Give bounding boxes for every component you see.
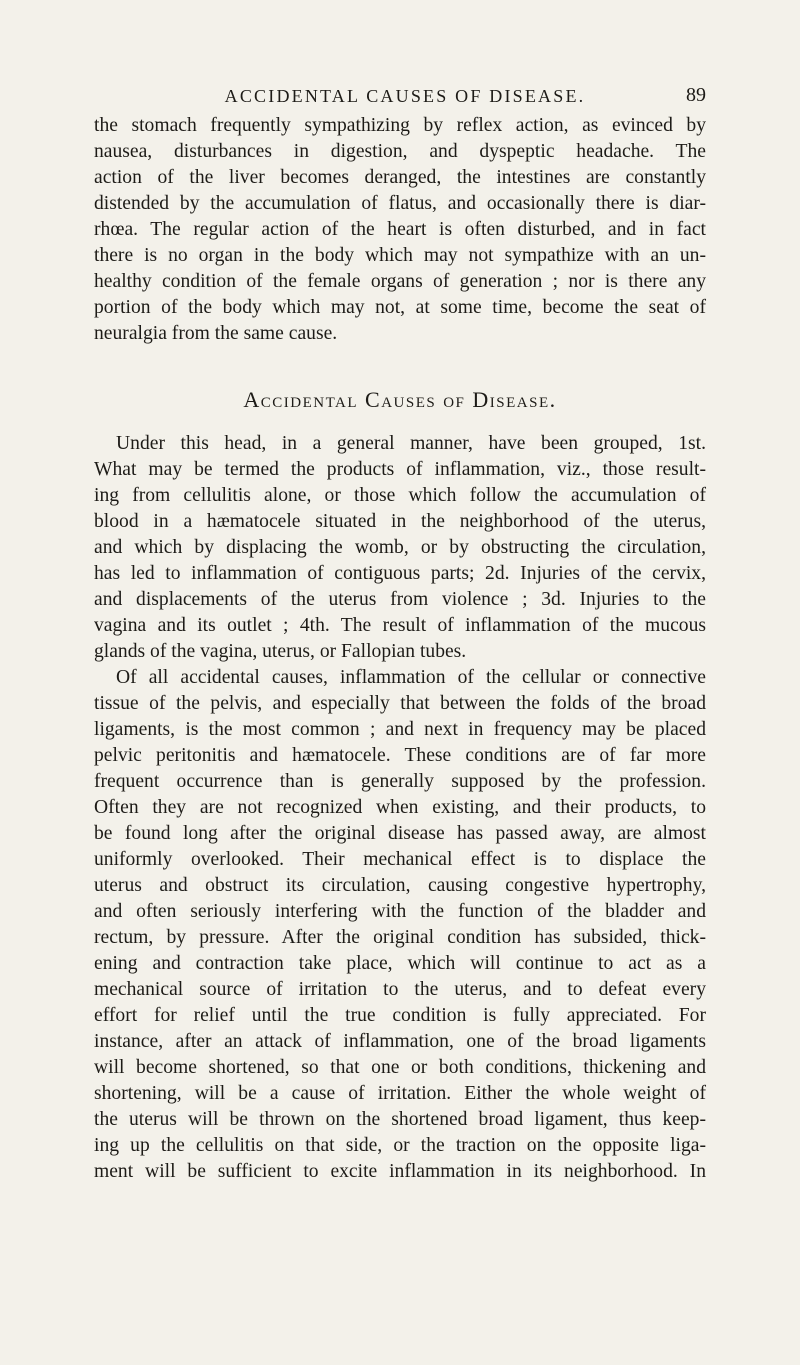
text-line: shortening, will be a cause of irritation. Either the whole weight of (94, 1083, 706, 1104)
text-line: ing up the cellulitis on that side, or the traction on the opposite liga- (94, 1135, 706, 1156)
text-line: neuralgia from the same cause. (94, 323, 338, 344)
text-line: What may be termed the products of inflammation, viz., those result- (94, 459, 706, 480)
text-line: distended by the accumulation of flatus, and occasionally there is diar- (94, 193, 706, 214)
text-line: will become shortened, so that one or both conditions, thickening and (94, 1057, 706, 1078)
text-line: instance, after an attack of inflammation, one of the broad ligaments (94, 1031, 706, 1052)
text-line: Of all accidental causes, inflammation of the cellular or connective (116, 667, 706, 688)
text-line: there is no organ in the body which may not sympathize with an un- (94, 245, 706, 266)
text-line: rectum, by pressure. After the original condition has subsided, thick- (94, 927, 706, 948)
text-line: blood in a hæmatocele situated in the neighborhood of the uterus, (94, 511, 706, 532)
text-line: mechanical source of irritation to the uterus, and to defeat every (94, 979, 706, 1000)
text-line: the stomach frequently sympathizing by reflex action, as evinced by (94, 115, 706, 136)
text-line: be found long after the original disease has passed away, are almost (94, 823, 706, 844)
text-line: and often seriously interfering with the function of the bladder and (94, 901, 706, 922)
text-line: vagina and its outlet ; 4th. The result of inflammation of the mucous (94, 615, 706, 636)
text-line: effort for relief until the true condition is fully appreciated. For (94, 1005, 706, 1026)
text-line: ligaments, is the most common ; and next in frequency may be placed (94, 719, 706, 740)
text-line: uterus and obstruct its circulation, causing congestive hypertrophy, (94, 875, 706, 896)
text-line: ing from cellulitis alone, or those which follow the accumulation of (94, 485, 706, 506)
text-line: Under this head, in a general manner, have been grouped, 1st. (116, 433, 706, 454)
text-line: and displacements of the uterus from violence ; 3d. Injuries to the (94, 589, 706, 610)
text-line: Often they are not recognized when existing, and their products, to (94, 797, 706, 818)
text-line: rhœa. The regular action of the heart is often disturbed, and in fact (94, 219, 706, 240)
running-title: ACCIDENTAL CAUSES OF DISEASE. (224, 86, 586, 106)
section-heading: Accidental Causes of Disease. (243, 387, 557, 412)
paragraph-causes-list (94, 431, 706, 665)
text-line: pelvic peritonitis and hæmatocele. These conditions are of far more (94, 745, 706, 766)
paragraph-inflammation (94, 665, 706, 1185)
text-line: the uterus will be thrown on the shortened broad ligament, thus keep- (94, 1109, 706, 1130)
paragraph-continuation (94, 113, 706, 347)
text-line: frequent occurrence than is generally supposed by the profession. (94, 771, 706, 792)
text-line: glands of the vagina, uterus, or Fallopian tubes. (94, 641, 467, 662)
text-line: uniformly overlooked. Their mechanical effect is to displace the (94, 849, 706, 870)
text-line: healthy condition of the female organs of generation ; nor is there any (94, 271, 706, 292)
page-body (94, 113, 706, 1185)
text-line: ening and contraction take place, which will continue to act as a (94, 953, 706, 974)
text-line: tissue of the pelvis, and especially that between the folds of the broad (94, 693, 706, 714)
text-line: has led to inflammation of contiguous parts; 2d. Injuries of the cervix, (94, 563, 706, 584)
text-line: and which by displacing the womb, or by obstructing the circulation, (94, 537, 706, 558)
text-line: action of the liver becomes deranged, the intestines are constantly (94, 167, 706, 188)
text-line: nausea, disturbances in digestion, and dyspeptic headache. The (94, 141, 706, 162)
text-line: ment will be sufficient to excite inflammation in its neighborhood. In (94, 1161, 706, 1182)
page-number: 89 (686, 84, 706, 106)
text-line: portion of the body which may not, at some time, become the seat of (94, 297, 706, 318)
